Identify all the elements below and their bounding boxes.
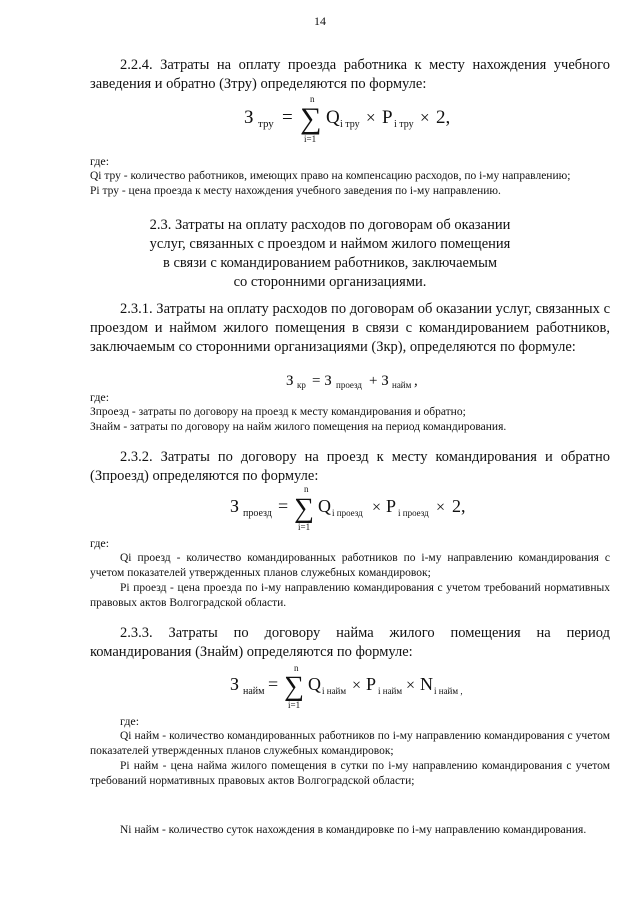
svg-text:×: × [420,108,430,127]
svg-text:кр: кр [297,380,306,390]
formula-z-kr [284,368,444,392]
svg-text:проезд: проезд [336,380,363,390]
svg-text:i=1: i=1 [288,700,301,710]
definition: Ni найм - количество суток нахождения в командировке по i-му направлению командирования. [120,824,587,836]
definitions-2-3-1 [90,390,610,435]
formula-z-tru [240,92,500,148]
where-label: где: [120,714,140,728]
svg-text:i найм ,: i найм , [434,686,463,696]
section-heading-2-3 [120,216,540,292]
paragraph-2-3-3: 2.3.3. Затраты по договору найма жилого помещения на период командирования (Знайм) определяются по формуле: [90,625,610,660]
definition: Qi тру - количество работников, имеющих право на компенсацию расходов, по i-му направлению; [90,170,571,182]
svg-text:З: З [230,674,240,694]
paragraph-2-3-2: 2.3.2. Затраты по договору на проезд к месту командирования и обратно (Зпроезд) определяются по формуле: [90,449,610,484]
definition: Pi тру - цена проезда к месту нахождения учебного заведения по i-му направлению. [90,185,501,197]
svg-text:n: n [294,664,299,673]
svg-text:i проезд: i проезд [332,508,363,518]
svg-text:n: n [310,94,315,104]
svg-text:×: × [352,677,362,694]
definition: Pi найм - цена найма жилого помещения в сутки по i-му направлению командирования с учетом требований нормативных правовых актов Волгоградской области; [90,760,610,787]
svg-text:∑: ∑ [284,671,304,702]
svg-text:=: = [268,674,279,694]
svg-text:найм: найм [243,686,265,697]
definitions-2-3-3 [90,714,610,838]
svg-text:i найм: i найм [378,686,403,696]
svg-text:= З: = З [312,373,332,389]
svg-text:i=1: i=1 [298,522,311,532]
svg-text:×: × [406,677,416,694]
definition: Qi проезд - количество командированных работников по i-му направлению командирования с учетом показателей утвержденных планов служебных командировок; [90,552,610,579]
svg-text:×: × [372,499,382,516]
definition: Знайм - затраты по договору на найм жилого помещения на период командирования. [90,421,507,433]
svg-text:тру: тру [258,118,274,130]
svg-text:=: = [278,496,289,516]
definition: Зпроезд - затраты по договору на проезд к месту командирования и обратно; [90,406,466,418]
svg-text:∑: ∑ [300,102,322,135]
where-label: где: [90,390,110,404]
definitions-2-2-4 [90,154,610,199]
svg-text:З: З [286,373,294,389]
svg-text:+ З: + З [369,373,389,389]
svg-text:×: × [436,499,446,516]
svg-text:∑: ∑ [294,493,314,524]
definition: Qi найм - количество командированных работников по i-му направлению командирования с учетом показателей утвержденных планов служебных командировок; [90,730,610,757]
where-label: где: [90,154,110,168]
definitions-2-3-2 [90,536,610,611]
paragraph-2-3-1: 2.3.1. Затраты на оплату расходов по договорам об оказании услуг, связанных с проездом и наймом жилого помещения в связи с командированием работников, заключаемым со сторонними организациями (Зкр), определяются по формуле: [90,301,610,355]
svg-text:P: P [386,496,397,516]
svg-text:Q: Q [326,107,340,128]
svg-text:i тру: i тру [394,119,414,130]
heading-line: в связи с командированием работников, заключаемым [162,255,498,271]
where-label: где: [90,536,110,550]
svg-text:2,: 2, [452,496,466,516]
page-number: 14 [314,14,326,28]
svg-text:=: = [282,107,293,128]
formula-z-proezd [228,484,488,534]
definition: Pi проезд - цена проезда по i-му направлению командирования с учетом требований нормативных правовых актов Волгоградской области. [90,582,610,609]
paragraph-2-2-4: 2.2.4. Затраты на оплату проезда работника к месту нахождения учебного заведения и обратно (Зтру) определяются по формуле: [90,57,610,92]
heading-line: 2.3. Затраты на оплату расходов по договорам об оказании [149,217,511,233]
svg-text:найм: найм [392,380,412,390]
svg-text:N: N [420,674,433,694]
svg-text:Q: Q [318,496,331,516]
svg-text:i найм: i найм [322,686,347,696]
heading-line: со сторонними организациями. [233,274,427,290]
heading-line: услуг, связанных с проездом и наймом жилого помещения [149,236,511,252]
svg-text:P: P [366,674,377,694]
svg-text:×: × [366,108,376,127]
svg-text:i тру: i тру [340,119,360,130]
formula-z-naim [228,664,488,712]
svg-text:З: З [244,107,254,128]
svg-text:,: , [414,373,418,389]
svg-text:i=1: i=1 [304,134,317,144]
svg-text:проезд: проезд [243,508,272,519]
svg-text:n: n [304,484,309,494]
svg-text:P: P [382,107,393,128]
svg-text:2,: 2, [436,107,451,128]
svg-text:i проезд: i проезд [398,508,429,518]
svg-text:З: З [230,496,240,516]
svg-text:Q: Q [308,674,321,694]
